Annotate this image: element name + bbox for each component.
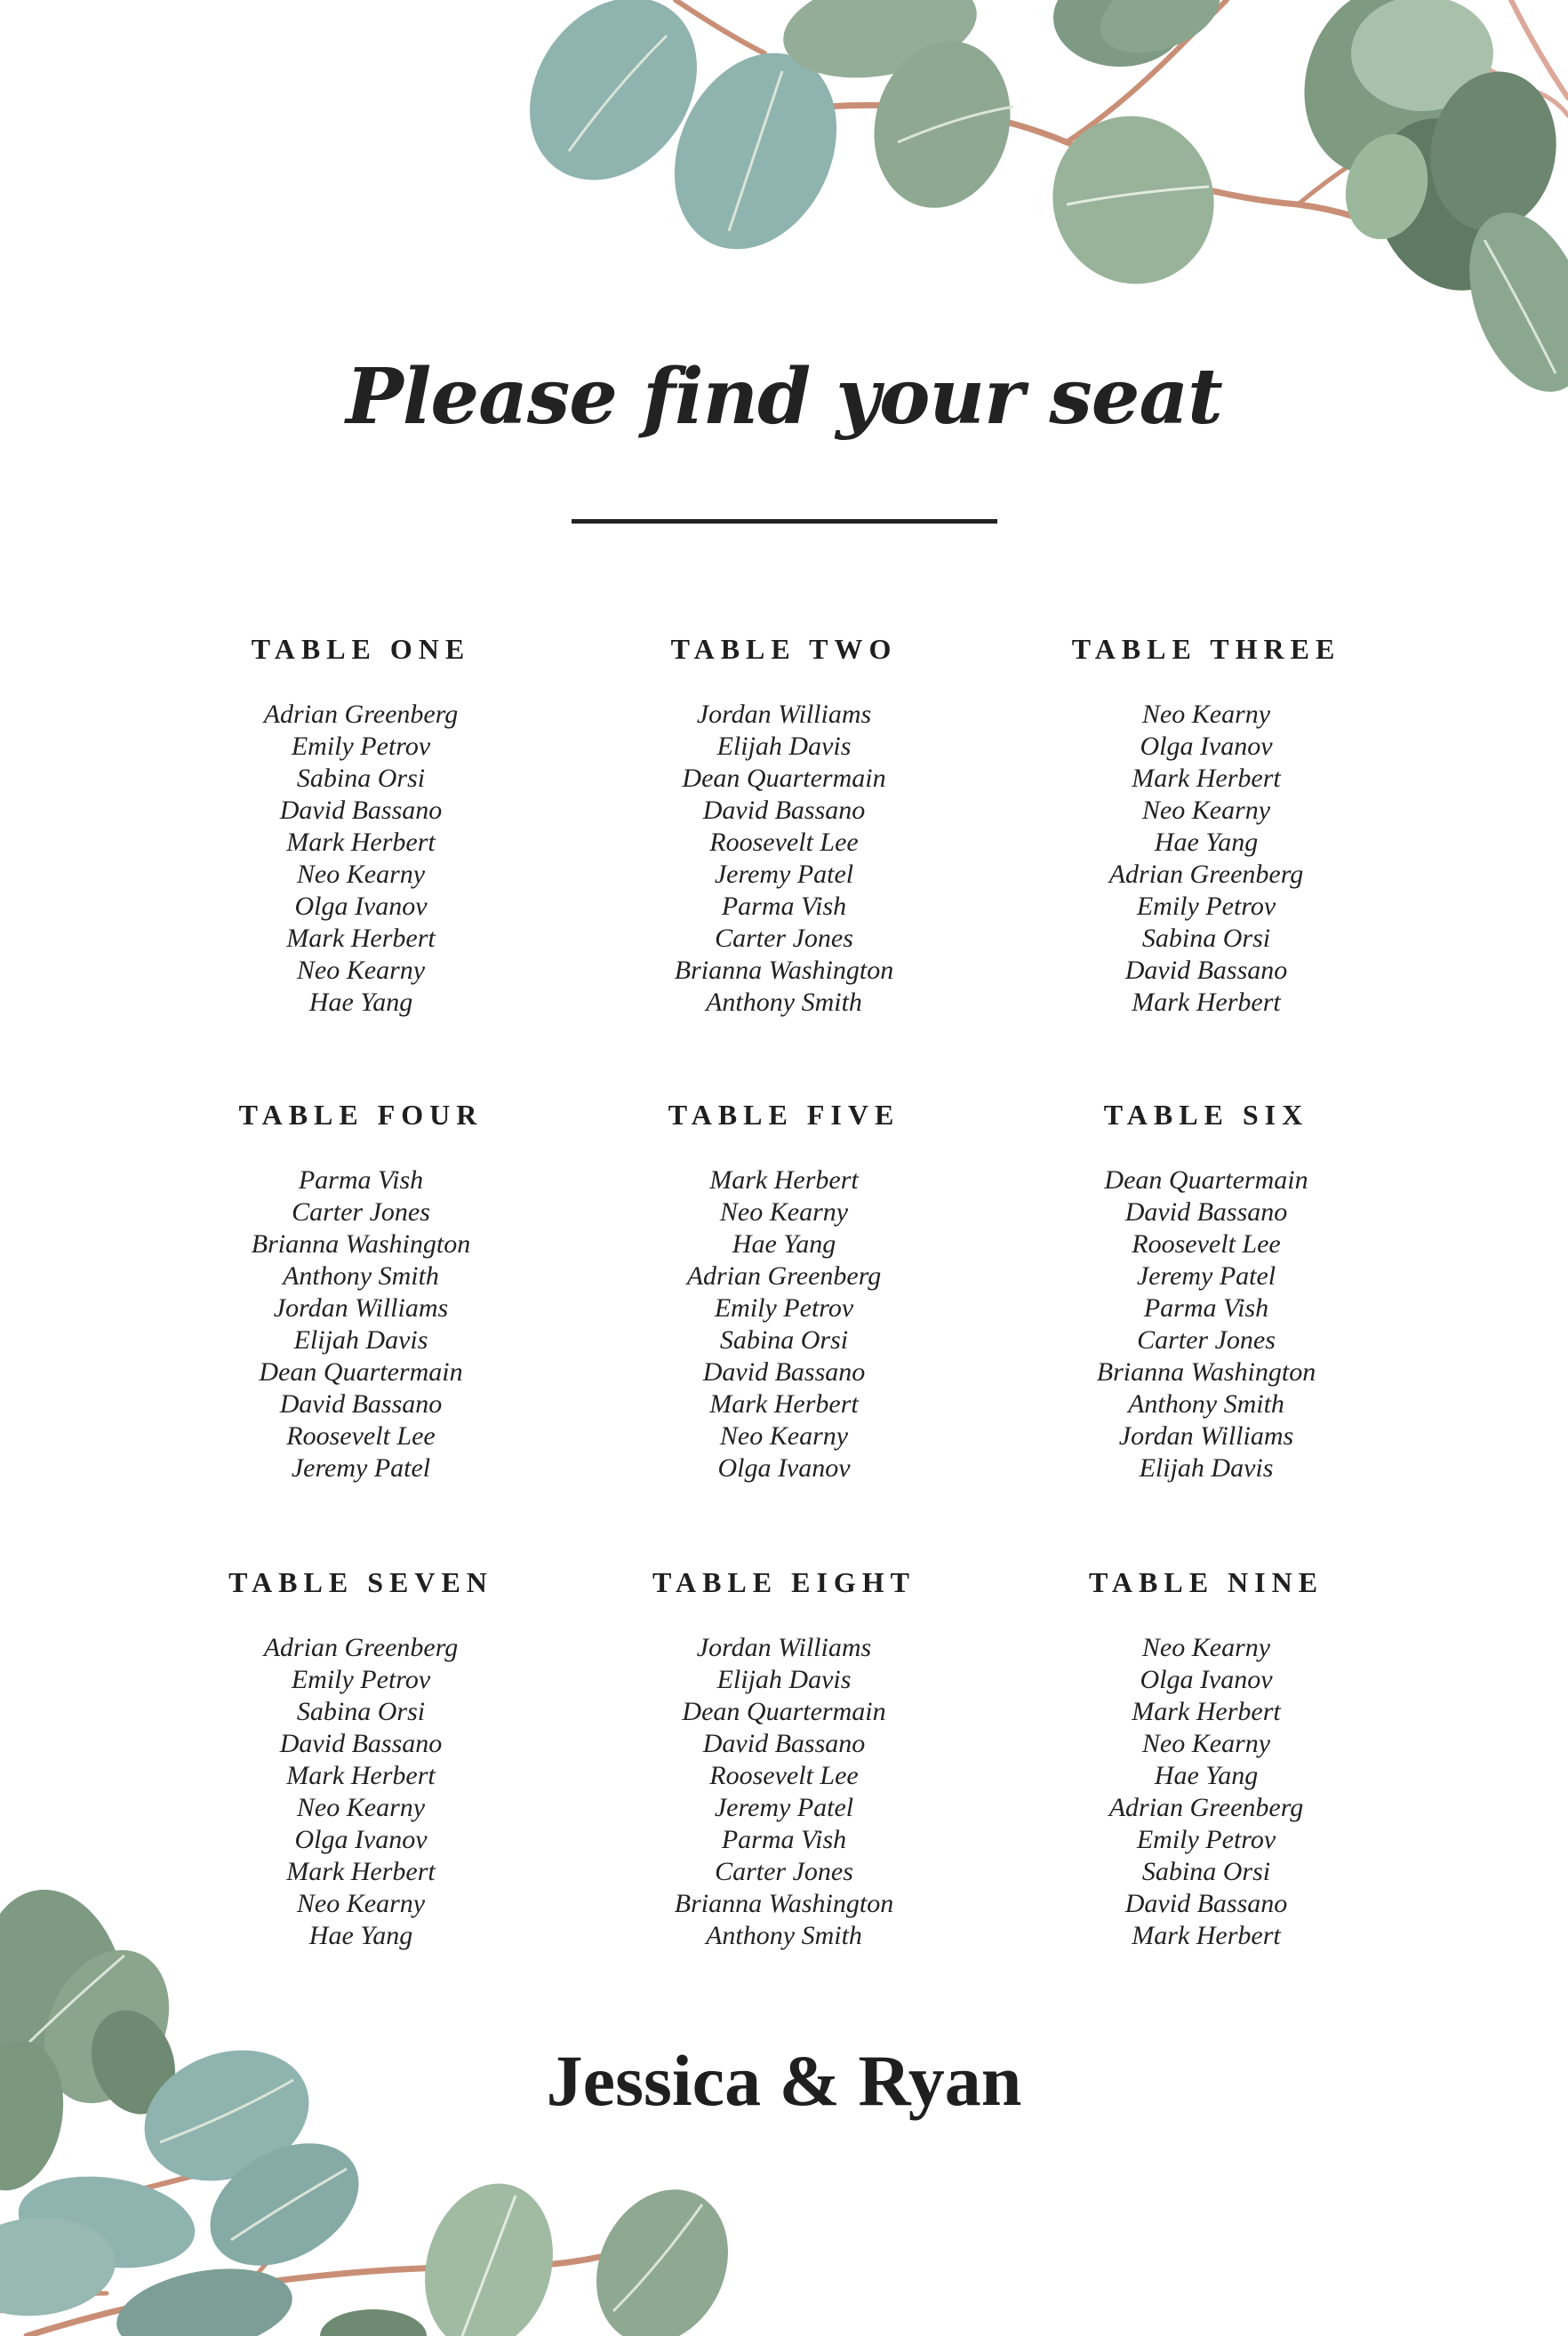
table-three <box>993 635 1420 1019</box>
guest-name: Jordan Williams <box>696 700 872 729</box>
guest-name: Mark Herbert <box>1132 1921 1281 1950</box>
guest-name: Sabina Orsi <box>1141 924 1271 953</box>
guest-name: Anthony Smith <box>706 1921 862 1950</box>
guest-name: David Bassano <box>1124 1889 1288 1918</box>
guest-list <box>993 1164 1420 1484</box>
guest-name: David Bassano <box>279 796 443 825</box>
guest-name: Jordan Williams <box>1118 1421 1294 1451</box>
table-five <box>571 1100 997 1484</box>
page-title: Please find your seat <box>346 352 1222 442</box>
guest-name: Carter Jones <box>292 1197 430 1227</box>
guest-name: Jeremy Patel <box>1136 1261 1276 1291</box>
guest-name: Adrian Greenberg <box>1108 1793 1304 1822</box>
guest-name: Mark Herbert <box>286 1857 436 1886</box>
guest-name: David Bassano <box>1124 956 1288 985</box>
couple-names: Jessica & Ryan <box>546 2040 1022 2121</box>
guest-name: Anthony Smith <box>283 1261 439 1291</box>
guest-name: Olga Ivanov <box>717 1453 851 1483</box>
guest-list <box>148 699 574 1019</box>
guest-name: Hae Yang <box>308 988 413 1017</box>
table-heading: TABLE FIVE <box>668 1099 900 1131</box>
table-eight <box>571 1568 997 1952</box>
guest-name: Jeremy Patel <box>714 1793 854 1822</box>
guest-name: Neo Kearny <box>296 860 426 889</box>
table-heading: TABLE ONE <box>251 633 471 665</box>
guest-name: David Bassano <box>1124 1197 1288 1227</box>
guest-name: Neo Kearny <box>1141 796 1271 825</box>
guest-name: Roosevelt Lee <box>1132 1229 1281 1259</box>
guest-name: Adrian Greenberg <box>1108 860 1304 889</box>
guest-name: Hae Yang <box>1154 828 1259 857</box>
guest-name: Brianna Washington <box>251 1229 471 1259</box>
guest-name: Dean Quartermain <box>1104 1165 1308 1195</box>
guest-name: Elijah Davis <box>1139 1453 1274 1483</box>
guest-name: Jeremy Patel <box>291 1453 431 1483</box>
guest-name: Olga Ivanov <box>1140 1665 1273 1694</box>
guest-name: Jordan Williams <box>696 1633 872 1662</box>
guest-name: Mark Herbert <box>1132 764 1281 793</box>
guest-name: Dean Quartermain <box>682 764 886 793</box>
table-heading: TABLE SIX <box>1103 1099 1309 1131</box>
guest-name: Mark Herbert <box>709 1389 859 1419</box>
guest-list <box>571 699 997 1019</box>
guest-name: Hae Yang <box>308 1921 413 1950</box>
guest-name: Parma Vish <box>721 892 847 921</box>
guest-name: Adrian Greenberg <box>263 700 459 729</box>
guest-name: Neo Kearny <box>719 1197 849 1227</box>
guest-name: Neo Kearny <box>1141 1633 1271 1662</box>
guest-name: Olga Ivanov <box>1140 732 1273 761</box>
table-one <box>148 635 574 1019</box>
guest-name: Hae Yang <box>732 1229 836 1259</box>
guest-name: Elijah Davis <box>716 1665 852 1694</box>
guest-name: Roosevelt Lee <box>709 1761 859 1790</box>
table-heading: TABLE EIGHT <box>652 1566 916 1598</box>
guest-name: Neo Kearny <box>296 1793 426 1822</box>
guest-name: Emily Petrov <box>291 732 431 761</box>
guest-name: Brianna Washington <box>674 1889 894 1918</box>
guest-list <box>993 699 1420 1019</box>
guest-name: Jeremy Patel <box>714 860 854 889</box>
guest-name: Roosevelt Lee <box>286 1421 436 1451</box>
guest-list <box>993 1632 1420 1952</box>
guest-name: Jordan Williams <box>273 1293 449 1323</box>
guest-name: Elijah Davis <box>716 732 852 761</box>
guest-name: Sabina Orsi <box>296 1697 426 1726</box>
guest-name: Carter Jones <box>715 924 853 953</box>
guest-name: Brianna Washington <box>1096 1357 1316 1387</box>
guest-name: David Bassano <box>279 1389 443 1419</box>
guest-name: Parma Vish <box>298 1165 424 1195</box>
guest-name: Emily Petrov <box>1136 892 1276 921</box>
guest-name: Neo Kearny <box>1141 700 1271 729</box>
table-heading: TABLE SEVEN <box>228 1566 493 1598</box>
guest-name: Dean Quartermain <box>259 1357 463 1387</box>
guest-name: Sabina Orsi <box>296 764 426 793</box>
guest-name: Anthony Smith <box>1128 1389 1284 1419</box>
guest-name: Mark Herbert <box>709 1165 859 1195</box>
table-heading: TABLE TWO <box>670 633 898 665</box>
guest-name: David Bassano <box>702 796 866 825</box>
guest-name: Carter Jones <box>715 1857 853 1886</box>
guest-name: Mark Herbert <box>286 1761 436 1790</box>
guest-name: Sabina Orsi <box>1141 1857 1271 1886</box>
guest-name: Mark Herbert <box>286 828 436 857</box>
guest-name: Brianna Washington <box>674 956 894 985</box>
guest-name: Olga Ivanov <box>294 1825 428 1854</box>
guest-name: Emily Petrov <box>1136 1825 1276 1854</box>
guest-list <box>571 1632 997 1952</box>
guest-name: Adrian Greenberg <box>263 1633 459 1662</box>
guest-name: Dean Quartermain <box>682 1697 886 1726</box>
guest-list <box>148 1164 574 1484</box>
guest-name: Carter Jones <box>1137 1325 1276 1355</box>
guest-name: David Bassano <box>279 1729 443 1758</box>
guest-name: Adrian Greenberg <box>686 1261 882 1291</box>
guest-name: Mark Herbert <box>286 924 436 953</box>
table-heading: TABLE NINE <box>1088 1566 1324 1598</box>
guest-name: Mark Herbert <box>1132 988 1281 1017</box>
guest-name: Parma Vish <box>1143 1293 1269 1323</box>
guest-name: Emily Petrov <box>291 1665 431 1694</box>
table-four <box>148 1100 574 1484</box>
guest-name: David Bassano <box>702 1357 866 1387</box>
guest-name: Neo Kearny <box>296 1889 426 1918</box>
table-heading: TABLE THREE <box>1071 633 1341 665</box>
guest-name: Olga Ivanov <box>294 892 428 921</box>
table-nine <box>993 1568 1420 1952</box>
guest-list <box>148 1632 574 1952</box>
guest-name: Roosevelt Lee <box>709 828 859 857</box>
table-seven <box>148 1568 574 1952</box>
guest-name: Neo Kearny <box>719 1421 849 1451</box>
table-heading: TABLE FOUR <box>238 1099 484 1131</box>
table-six <box>993 1100 1420 1484</box>
guest-name: David Bassano <box>702 1729 866 1758</box>
guest-name: Emily Petrov <box>714 1293 854 1323</box>
guest-name: Hae Yang <box>1154 1761 1259 1790</box>
guest-name: Elijah Davis <box>293 1325 428 1355</box>
guest-name: Sabina Orsi <box>719 1325 849 1355</box>
guest-name: Parma Vish <box>721 1825 847 1854</box>
guest-list <box>571 1164 997 1484</box>
guest-name: Anthony Smith <box>706 988 862 1017</box>
table-two <box>571 635 997 1019</box>
guest-name: Neo Kearny <box>296 956 426 985</box>
guest-name: Neo Kearny <box>1141 1729 1271 1758</box>
guest-name: Mark Herbert <box>1132 1697 1281 1726</box>
